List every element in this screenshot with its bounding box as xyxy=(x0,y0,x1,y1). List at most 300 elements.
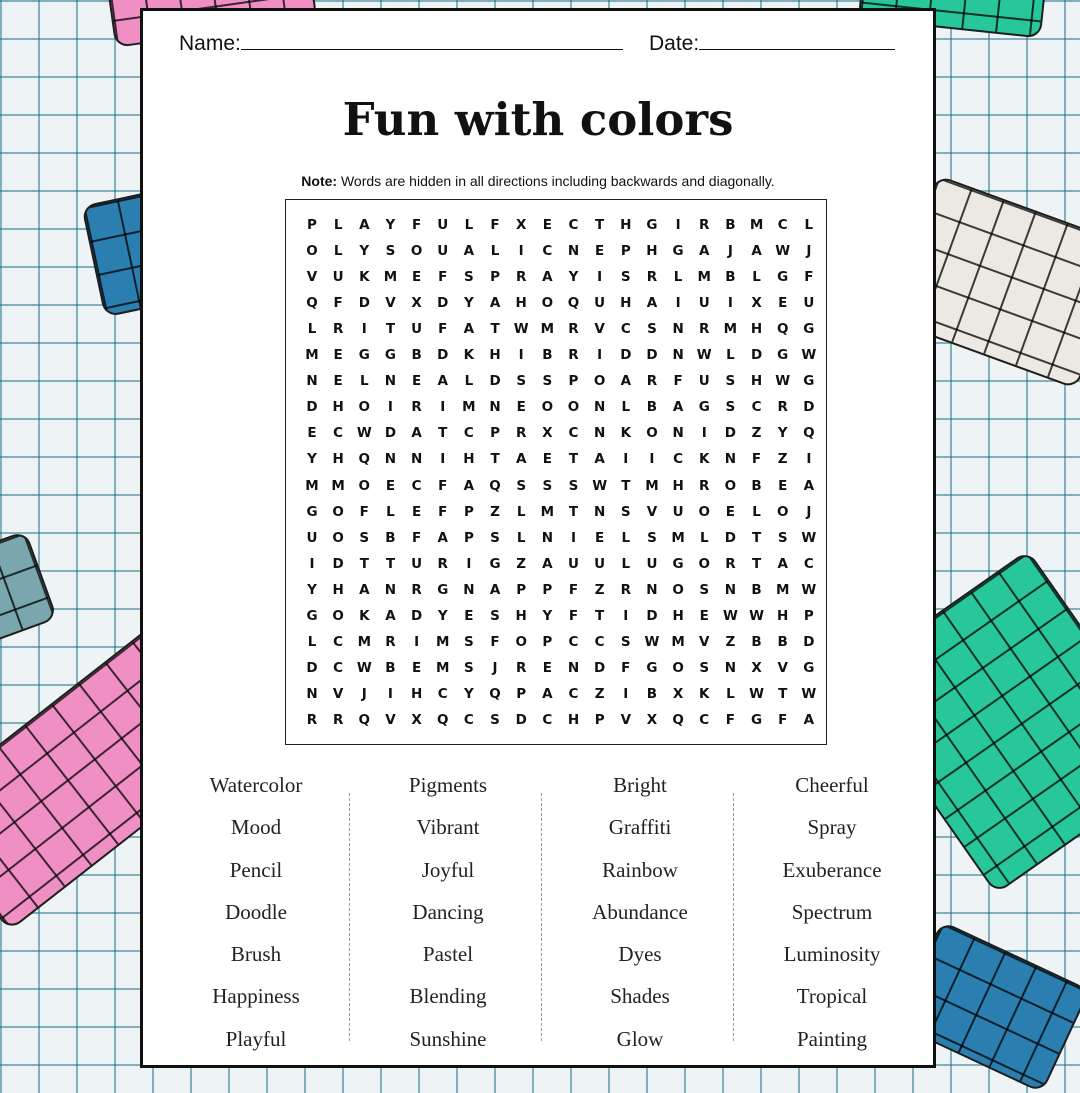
grid-letter: F xyxy=(438,503,448,520)
grid-letter: C xyxy=(594,633,605,650)
grid-letter: Y xyxy=(464,685,474,702)
grid-letter: U xyxy=(672,503,684,520)
grid-letter: L xyxy=(464,373,474,390)
grid-letter: U xyxy=(332,269,344,286)
grid-letter: W xyxy=(775,243,791,260)
grid-letter: Y xyxy=(464,295,474,312)
grid-letter: T xyxy=(621,477,631,494)
grid-letter: X xyxy=(751,659,762,676)
note-text xyxy=(143,173,933,189)
grid-letter: P xyxy=(568,373,579,390)
grid-letter: S xyxy=(490,711,500,728)
word-list-item: Spectrum xyxy=(791,899,873,924)
grid-letter: H xyxy=(489,347,501,364)
grid-letter: P xyxy=(307,217,317,233)
grid-letter: I xyxy=(649,451,655,468)
grid-letter: I xyxy=(597,347,603,364)
word-list-item: Painting xyxy=(796,1026,867,1051)
grid-letter: O xyxy=(672,659,684,676)
grid-letter: U xyxy=(568,555,579,572)
grid-letter: B xyxy=(751,633,762,650)
grid-letter: R xyxy=(385,633,396,650)
grid-letter: C xyxy=(542,711,553,728)
grid-letter: S xyxy=(699,581,710,598)
grid-letter: Z xyxy=(725,633,736,650)
grid-letter: D xyxy=(620,347,632,364)
grid-letter: Q xyxy=(803,425,815,442)
grid-letter: B xyxy=(385,659,396,676)
grid-letter: U xyxy=(306,529,318,546)
grid-letter: F xyxy=(438,321,448,338)
grid-letter: R xyxy=(777,399,788,416)
grid-letter: S xyxy=(516,477,527,494)
grid-letter: R xyxy=(332,711,344,728)
grid-letter: S xyxy=(359,529,370,546)
grid-letter: I xyxy=(387,685,393,702)
grid-letter: U xyxy=(698,373,710,390)
grid-letter: M xyxy=(357,633,372,650)
grid-letter: P xyxy=(516,581,527,598)
grid-letter: M xyxy=(671,633,685,650)
word-list-item: Graffiti xyxy=(608,815,672,840)
grid-letter: W xyxy=(801,581,817,598)
word-list-item: Abundance xyxy=(592,899,688,924)
grid-letter: C xyxy=(673,451,684,468)
grid-letter: O xyxy=(332,503,344,520)
grid-letter: Y xyxy=(542,607,553,624)
grid-letter: Y xyxy=(777,425,788,442)
grid-letter: F xyxy=(438,477,448,494)
grid-letter: F xyxy=(359,503,369,520)
name-blank xyxy=(241,29,623,50)
grid-letter: G xyxy=(751,711,763,728)
word-list-column-2 xyxy=(353,771,543,1067)
grid-letter: R xyxy=(725,555,736,572)
grid-letter: A xyxy=(463,477,475,494)
grid-letter: H xyxy=(332,399,344,416)
grid-letter: E xyxy=(411,373,422,390)
grid-letter: S xyxy=(490,607,500,624)
grid-letter: T xyxy=(385,321,396,338)
grid-letter: I xyxy=(597,269,603,286)
word-list-column-4 xyxy=(737,771,927,1067)
grid-letter: R xyxy=(568,321,579,338)
grid-letter: S xyxy=(725,373,736,390)
teal-roll-left xyxy=(0,530,58,644)
grid-letter: U xyxy=(646,555,658,572)
grid-letter: L xyxy=(516,503,526,520)
grid-letter: S xyxy=(620,269,631,286)
grid-letter: M xyxy=(436,633,450,650)
grid-letter: B xyxy=(646,399,658,416)
grid-letter: I xyxy=(466,555,472,572)
grid-letter: I xyxy=(518,347,524,364)
grid-letter: X xyxy=(542,425,553,442)
grid-letter: P xyxy=(490,425,500,442)
grid-letter: J xyxy=(727,243,733,260)
grid-letter: X xyxy=(751,295,762,312)
grid-letter: O xyxy=(541,295,554,312)
grid-letter: W xyxy=(749,685,764,702)
grid-letter: M xyxy=(775,581,790,598)
grid-letter: N xyxy=(489,399,501,416)
grid-letter: R xyxy=(699,321,710,338)
grid-letter: E xyxy=(411,659,422,676)
grid-letter: D xyxy=(410,607,423,624)
grid-letter: A xyxy=(803,477,815,494)
grid-letter: L xyxy=(307,321,317,338)
grid-letter: H xyxy=(567,711,580,728)
grid-letter: T xyxy=(751,555,762,572)
grid-letter: E xyxy=(725,503,735,520)
name-field[interactable] xyxy=(179,29,623,56)
grid-letter: Y xyxy=(437,607,448,624)
grid-letter: I xyxy=(440,399,446,416)
grid-letter: Y xyxy=(568,269,579,286)
grid-letter: I xyxy=(518,243,524,260)
grid-letter: Y xyxy=(307,581,317,598)
grid-letter: E xyxy=(595,243,605,260)
grid-letter: S xyxy=(568,477,579,494)
grid-letter: A xyxy=(803,711,815,728)
grid-letter: O xyxy=(724,477,737,494)
grid-letter: M xyxy=(749,217,764,233)
grid-letter: F xyxy=(778,711,788,728)
grid-letter: G xyxy=(306,503,318,520)
grid-letter: G xyxy=(672,555,684,572)
grid-letter: H xyxy=(620,217,632,233)
grid-letter: A xyxy=(620,373,632,390)
grid-letter: O xyxy=(306,243,318,260)
grid-letter: B xyxy=(751,581,762,598)
word-list-item: Sunshine xyxy=(409,1026,487,1051)
grid-letter: N xyxy=(384,581,397,598)
grid-letter: S xyxy=(464,659,474,676)
word-list-item: Doodle xyxy=(225,899,287,924)
grid-letter: B xyxy=(542,347,553,364)
grid-letter: R xyxy=(699,217,710,233)
grid-letter: I xyxy=(440,451,446,468)
grid-letter: T xyxy=(568,503,579,520)
grid-letter: G xyxy=(358,347,370,364)
grid-letter: T xyxy=(438,425,448,442)
grid-letter: W xyxy=(513,321,529,338)
grid-letter: D xyxy=(724,529,736,546)
grid-letter: T xyxy=(751,529,762,546)
grid-letter: X xyxy=(411,295,422,312)
grid-letter: A xyxy=(489,295,501,312)
grid-letter: O xyxy=(567,399,580,416)
grid-letter: P xyxy=(463,529,474,546)
grid-letter: M xyxy=(540,321,555,338)
grid-letter: F xyxy=(621,659,631,676)
grid-letter: X xyxy=(515,217,527,233)
note-bold: Note: xyxy=(301,173,338,189)
grid-letter: T xyxy=(595,607,605,624)
word-list-item: Exuberance xyxy=(782,857,882,882)
grid-letter: O xyxy=(698,555,710,572)
grid-letter: H xyxy=(672,607,684,624)
word-list-item: Pigments xyxy=(408,773,488,797)
grid-letter: L xyxy=(673,269,683,286)
grid-letter: G xyxy=(803,373,815,390)
grid-letter: J xyxy=(806,503,812,520)
grid-letter: M xyxy=(462,399,476,416)
grid-letter: U xyxy=(437,217,449,233)
grid-letter: F xyxy=(751,451,762,468)
grid-letter: E xyxy=(542,659,552,676)
grid-letter: I xyxy=(570,529,577,546)
grid-letter: C xyxy=(411,477,422,494)
grid-letter: W xyxy=(696,347,712,364)
grid-letter: L xyxy=(752,503,761,520)
word-list-item: Vibrant xyxy=(416,815,480,840)
column-divider xyxy=(541,793,542,1041)
grid-letter: D xyxy=(384,425,397,442)
grid-letter: X xyxy=(646,711,658,728)
grid-letter: T xyxy=(778,685,788,702)
grid-letter: R xyxy=(568,347,579,364)
grid-letter: S xyxy=(777,529,788,546)
grid-letter: V xyxy=(385,711,396,728)
grid-letter: M xyxy=(697,269,711,286)
grid-letter: U xyxy=(803,295,815,312)
word-list-item: Dyes xyxy=(618,942,662,967)
grid-letter: H xyxy=(620,295,632,312)
grid-letter: U xyxy=(594,555,606,572)
grid-letter: H xyxy=(672,477,684,494)
grid-letter: P xyxy=(463,503,474,520)
grid-letter: Q xyxy=(489,685,501,702)
grid-letter: F xyxy=(568,581,579,598)
grid-letter: U xyxy=(698,295,710,312)
grid-letter: N xyxy=(672,347,684,364)
grid-letter: K xyxy=(359,269,370,286)
grid-letter: R xyxy=(620,581,631,598)
grid-letter: C xyxy=(568,685,579,702)
date-label: Date: xyxy=(649,32,700,55)
grid-letter: W xyxy=(722,607,738,624)
grid-letter: T xyxy=(490,451,500,468)
grid-letter: H xyxy=(750,321,763,338)
grid-letter: R xyxy=(515,659,527,676)
word-list-item: Bright xyxy=(613,773,667,797)
grid-letter: C xyxy=(568,633,579,650)
grid-letter: C xyxy=(803,555,814,572)
grid-letter: T xyxy=(490,321,500,338)
grid-letter: F xyxy=(411,217,422,233)
grid-letter: E xyxy=(411,503,422,520)
grid-letter: P xyxy=(594,711,605,728)
grid-letter: P xyxy=(516,685,527,702)
grid-letter: A xyxy=(672,399,684,416)
grid-letter: V xyxy=(777,659,788,676)
date-blank xyxy=(699,29,895,50)
grid-letter: V xyxy=(385,295,396,312)
grid-letter: A xyxy=(359,581,370,598)
grid-letter: K xyxy=(463,347,475,364)
grid-letter: S xyxy=(490,529,500,546)
grid-letter: A xyxy=(515,451,527,468)
word-list-item: Mood xyxy=(230,815,282,840)
grid-letter: Z xyxy=(594,685,605,702)
grid-letter: P xyxy=(542,633,553,650)
grid-letter: W xyxy=(356,425,372,442)
grid-letter: R xyxy=(411,399,422,416)
grid-letter: I xyxy=(309,555,315,572)
grid-letter: E xyxy=(778,295,788,312)
grid-letter: G xyxy=(306,607,318,624)
grid-letter: E xyxy=(542,217,552,233)
grid-letter: L xyxy=(621,399,631,416)
grid-letter: L xyxy=(699,529,709,546)
grid-letter: S xyxy=(464,633,474,650)
grid-letter: R xyxy=(515,425,527,442)
grid-letter: B xyxy=(777,633,788,650)
grid-letter: A xyxy=(463,243,475,260)
grid-letter: C xyxy=(542,243,553,260)
grid-letter: C xyxy=(463,711,474,728)
grid-letter: E xyxy=(542,451,552,468)
grid-letter: O xyxy=(541,399,554,416)
grid-letter: I xyxy=(806,451,812,468)
grid-letter: R xyxy=(699,477,710,494)
grid-letter: S xyxy=(647,529,657,546)
grid-letter: T xyxy=(595,217,605,233)
grid-letter: A xyxy=(542,685,553,702)
grid-letter: O xyxy=(332,607,344,624)
grid-letter: F xyxy=(673,373,683,390)
column-divider xyxy=(349,793,350,1041)
grid-letter: D xyxy=(724,425,736,442)
grid-letter: F xyxy=(490,217,500,233)
grid-letter: N xyxy=(306,685,318,702)
grid-letter: A xyxy=(411,425,422,442)
grid-letter: C xyxy=(777,217,788,233)
grid-letter: O xyxy=(358,477,371,494)
grid-letter: W xyxy=(644,633,660,650)
grid-letter: D xyxy=(803,633,815,650)
grid-letter: Z xyxy=(751,425,762,442)
word-list-item: Brush xyxy=(230,942,282,967)
grid-letter: M xyxy=(305,477,319,494)
grid-letter: R xyxy=(646,269,658,286)
grid-letter: D xyxy=(437,295,449,312)
date-field[interactable] xyxy=(649,29,895,56)
grid-letter: M xyxy=(383,269,398,286)
grid-letter: H xyxy=(463,451,475,468)
grid-letter: Q xyxy=(567,295,580,312)
word-list-item: Blending xyxy=(409,984,487,1009)
grid-letter: D xyxy=(489,373,501,390)
grid-letter: F xyxy=(725,711,735,728)
grid-letter: H xyxy=(332,451,344,468)
grid-letter: D xyxy=(306,659,318,676)
grid-letter: F xyxy=(411,529,422,546)
grid-letter: I xyxy=(623,685,629,702)
grid-letter: R xyxy=(437,555,448,572)
word-list-item: Watercolor xyxy=(209,773,303,797)
grid-letter: U xyxy=(594,295,606,312)
grid-letter: I xyxy=(387,399,393,416)
grid-letter: N xyxy=(672,425,684,442)
grid-letter: G xyxy=(384,347,396,364)
grid-letter: D xyxy=(646,607,658,624)
grid-letter: C xyxy=(699,711,710,728)
grid-letter: Q xyxy=(306,295,318,312)
grid-letter: H xyxy=(410,685,423,702)
grid-letter: V xyxy=(646,503,658,520)
grid-letter: I xyxy=(701,425,707,442)
grid-letter: O xyxy=(332,529,344,546)
grid-letter: O xyxy=(410,243,423,260)
grid-letter: F xyxy=(438,269,448,286)
grid-letter: D xyxy=(594,659,606,676)
grid-letter: D xyxy=(332,555,344,572)
grid-letter: A xyxy=(777,555,788,572)
grid-letter: M xyxy=(436,659,450,676)
grid-letter: D xyxy=(646,347,658,364)
grid-letter: D xyxy=(358,295,370,312)
grid-letter: S xyxy=(620,633,631,650)
grid-letter: B xyxy=(411,347,422,364)
grid-letter: A xyxy=(751,243,762,260)
grid-letter: Q xyxy=(358,451,371,468)
word-list-column-3 xyxy=(545,771,735,1067)
grid-letter: I xyxy=(727,295,733,312)
grid-letter: N xyxy=(724,659,737,676)
grid-letter: N xyxy=(410,451,423,468)
grid-letter: D xyxy=(306,399,318,416)
grid-letter: W xyxy=(592,477,608,494)
grid-letter: H xyxy=(646,243,658,260)
grid-letter: N xyxy=(724,451,737,468)
word-list-item: Joyful xyxy=(421,857,475,882)
grid-letter: W xyxy=(801,347,817,364)
grid-letter: I xyxy=(623,451,629,468)
word-list-item: Spray xyxy=(807,815,857,840)
grid-letter: O xyxy=(646,425,658,442)
grid-letter: E xyxy=(333,347,343,364)
grid-letter: O xyxy=(698,503,710,520)
column-divider xyxy=(733,793,734,1041)
grid-letter: U xyxy=(437,243,449,260)
grid-letter: H xyxy=(750,373,763,390)
grid-letter: X xyxy=(672,685,684,702)
grid-letter: N xyxy=(593,425,606,442)
grid-letter: C xyxy=(620,321,631,338)
grid-letter: T xyxy=(568,451,579,468)
grid-letter: G xyxy=(672,243,684,260)
grid-letter: I xyxy=(675,217,681,233)
grid-letter: L xyxy=(752,269,761,286)
grid-letter: E xyxy=(333,373,343,390)
grid-letter: E xyxy=(411,269,422,286)
grid-letter: N xyxy=(646,581,658,598)
grid-letter: Y xyxy=(385,217,396,233)
grid-letter: Z xyxy=(777,451,788,468)
grid-letter: E xyxy=(516,399,526,416)
grid-letter: M xyxy=(305,347,319,364)
grid-letter: L xyxy=(621,529,631,546)
grid-letter: F xyxy=(804,269,814,286)
note-body: Words are hidden in all directions including backwards and diagonally. xyxy=(337,173,775,189)
grid-letter: B xyxy=(725,269,736,286)
grid-letter: U xyxy=(411,555,423,572)
grid-letter: B xyxy=(751,477,762,494)
grid-letter: Z xyxy=(594,581,605,598)
grid-letter: Y xyxy=(359,243,370,260)
